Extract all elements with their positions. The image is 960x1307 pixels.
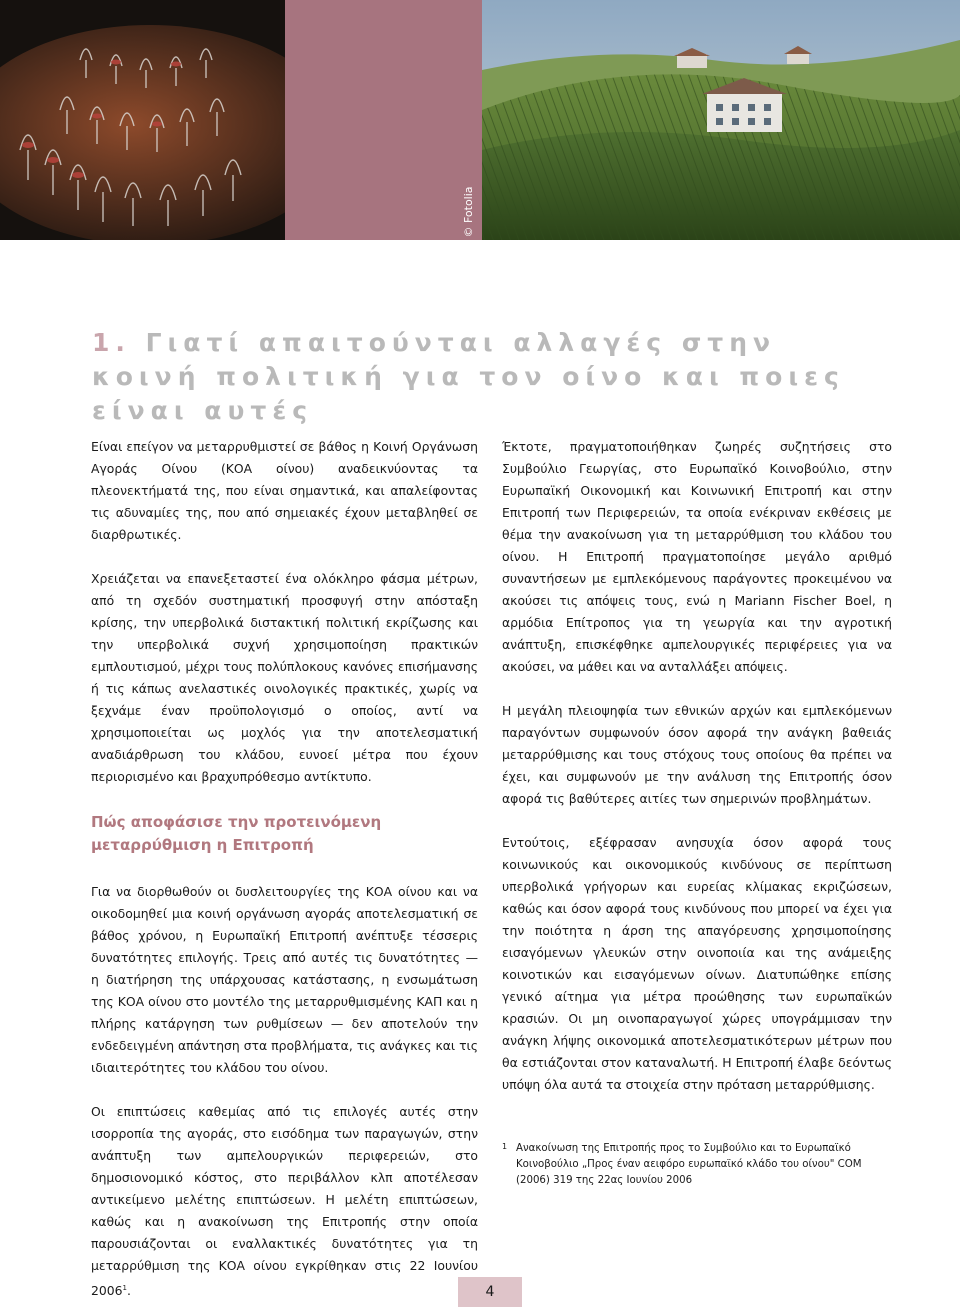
section-subheading: Πώς αποφάσισε την προτεινόμενη μεταρρύθμιση η Επιτροπή (91, 813, 382, 854)
vineyard-photo (482, 0, 960, 240)
paragraph: Είναι επείγον να μεταρρυθμιστεί σε βάθος η Κοινή Οργάνωση Αγοράς Οίνου (ΚΟΑ οίνου) αναδεικνύοντας τα πλεονεκτήματά της, που είναι σημαντικά, και απαλείφοντας τις αδυναμίες της, που από σημειακές έχουν μεταβληθεί σε διαρθρωτικές. (91, 439, 478, 542)
photo-credit: © Fotolia (461, 186, 475, 238)
paragraph: Έκτοτε, πραγματοποιήθηκαν ζωηρές συζητήσεις στο Συμβούλιο Γεωργίας, στο Ευρωπαϊκό Κοινοβούλιο, στην Ευρωπαϊκή Οικονομική και Κοινωνική Επιτροπή και στην Επιτροπή των Περιφερειών, τα οποία ενέκριναν εκθέσεις με θέμα την ανακοίνωση για τη μεταρρύθμιση του κλάδου του οίνου. Η Επιτροπή πραγματοποίησε μεγάλο αριθμό συναντήσεων με εμπλεκόμενους παράγοντες προκειμένου να ακούσει τις απόψεις τους, ενώ η Mariann Fischer Boel, η αρμόδια Επίτροπος για τη γεωργία και την αγροτική ανάπτυξη, επισκέφθηκε αμπελουργικές περιφέρειες για να ακούσει, να μάθει και να ανταλλάξει απόψεις. (502, 439, 892, 674)
footnote-reference: 1 (122, 1284, 128, 1292)
paragraph: Για να διορθωθούν οι δυσλειτουργίες της ΚΟΑ οίνου και να οικοδομηθεί μια κοινή οργάνωση αγοράς αποτελεσματική σε βάθος χρόνου, η Ευρωπαϊκή Επιτροπή ανέπτυξε τέσσερις δυνατότητες επιλογής. Τρεις από αυτές τις δυνατότητες — η διατήρηση της υπάρχουσας κατάστασης, η ενσωμάτωση της ΚΟΑ οίνου στο μοντέλο της μεταρρυθμισμένης ΚΑΠ και η πλήρης κατάργηση των ρυθμίσεων — δεν αποτελούν την ενδεδειγμένη απάντηση στα προβλήματα, τις ανάγκες και τις ιδιαιτερότητες του κλάδου του οίνου. (91, 884, 478, 1075)
footnote-text: Ανακοίνωση της Επιτροπής προς το Συμβούλιο και το Ευρωπαϊκό Κοινοβούλιο „Προς έναν αειφόρο ευρωπαϊκό κλάδο του οίνου" COM (2006) 319 της 22ας Ιουνίου 2006 (516, 1143, 862, 1186)
paragraph (91, 1101, 478, 1302)
paragraph-text: Οι επιπτώσεις καθεμίας από τις επιλογές αυτές στην ισορροπία της αγοράς, στο εισόδημα των παραγωγών, στην ανάπτυξη των αμπελουργικών περιφερειών, στο δημοσιονομικό κόστος, στο περιβάλλον κλπ αποτέλεσαν αντικείμενο μελέτης επιπτώσεων. Η μελέτη επιπτώσεων, καθώς και η ανακοίνωση της Επιτροπής στην οποία παρουσιάζονται οι εναλλακτικές δυνατότητες για τη μεταρρύθμιση της ΚΟΑ οίνου εγκρίθηκαν στις 22 Ιουνίου 2006 (91, 1104, 478, 1299)
left-column (91, 436, 478, 1302)
paragraph-end: . (127, 1283, 131, 1299)
paragraph: Η μεγάλη πλειοψηφία των εθνικών αρχών και εμπλεκόμενων παραγόντων συμφωνούν όσον αφορά την ανάγκη βαθειάς μεταρρύθμισης και τους στόχους τους οποίους θα πρέπει να έχει, και συμφωνούν με την ανάλυση της Επιτροπής όσον αφορά τις βαθύτερες αιτίες των σημερινών προβλημάτων. (502, 703, 892, 806)
paragraph: Χρειάζεται να επανεξεταστεί ένα ολόκληρο φάσμα μέτρων, από τη σχεδόν συστηματική προσφυγή στην απόσταξη κρίσης, την υπερβολικά διστακτική πολιτική εκρίζωσης και την υπερβολικά συχνή χρησιμοποίηση πρακτικών εμπλουτισμού, μέχρι τους πολύπλοκους κανόνες επισήμανσης ή τις κάπως ανελαστικές οινολογικές πρακτικές, χωρίς να ξεχνάμε έναν προϋπολογισμό ο οποίος, αντί να χρησιμοποιείται ως μοχλός για την αποτελεσματική αναδιάρθρωση του κλάδου, ευνοεί μέτρα που έχουν περιορισμένο και βραχυπρόθεσμο αντίκτυπο. (91, 571, 478, 784)
page-number: 4 (458, 1277, 522, 1307)
paragraph: Εντούτοις, εξέφρασαν ανησυχία όσον αφορά τους κοινωνικούς και οικονομικούς κινδύνους σε περίπτωση υπερβολικά γρήγορων και ευρείας κλίμακας εκριζώσεων, καθώς και όσον αφορά τους κινδύνους που μπορεί να έχει για την ποιότητα η άρση της απαγόρευσης χρησιμοποίησης εισαγόμενων γλευκών στην οινοποιία και της ανάμειξης κοινοτικών και εισαγόμενων οίνων. Διατυπώθηκε επίσης γενικό αίτημα για μέτρα προώθησης των ευρωπαϊκών κρασιών. Οι μη οινοπαραγωγοί χώρες υπογράμμισαν την ανάγκη λήψης οικονομικά αποτελεσματικότερων μέτρων που θα εστιάζονται στον καταναλωτή. Η Επιτροπή έλαβε δεόντως υπόψη όλα αυτά τα στοιχεία στην πρόταση μεταρρύθμισης. (502, 835, 892, 1092)
chapter-number: 1. (92, 328, 131, 357)
footnote (502, 1141, 892, 1189)
footnote-number: 1 (502, 1142, 508, 1151)
right-column (502, 436, 892, 1096)
wine-glasses-photo (0, 0, 285, 240)
chapter-title-text: Γιατί απαιτούνται αλλαγές στην κοινή πολιτική για τον οίνο και ποιες είναι αυτές (92, 328, 845, 425)
chapter-title (92, 326, 892, 428)
